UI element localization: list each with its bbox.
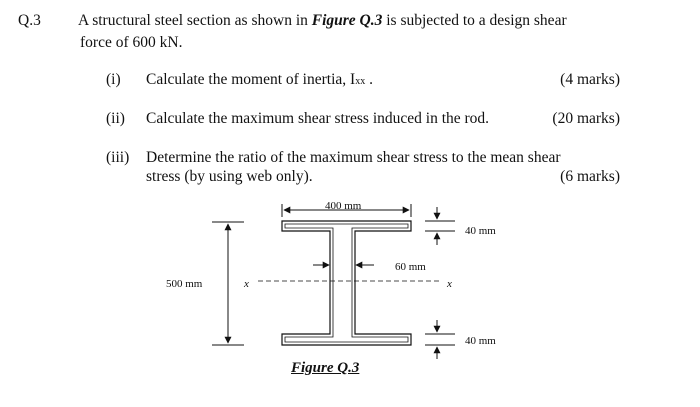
- question-number: Q.3: [18, 12, 41, 29]
- intro-figure-ref: Figure Q.3: [311, 12, 383, 29]
- part-i-text-a: Calculate the moment of inertia, I: [146, 71, 356, 88]
- part-iii-text-line1: Determine the ratio of the maximum shear stress to the mean shear: [146, 149, 561, 166]
- part-ii-number: (ii): [106, 110, 125, 127]
- axis-label-left: x: [244, 278, 249, 290]
- part-iii-marks: (6 marks): [560, 168, 620, 185]
- depth-dimension: [212, 222, 244, 345]
- part-ii-text: Calculate the maximum shear stress induced in the rod.: [146, 110, 490, 127]
- bottom-flange-label: 40 mm: [465, 335, 496, 347]
- depth-label: 500 mm: [166, 278, 203, 290]
- intro-text-b: is subjected to a design shear: [382, 12, 567, 29]
- i-section-outline: [282, 221, 411, 345]
- part-ii-marks: (20 marks): [552, 110, 620, 127]
- bottom-flange-dimension: [425, 320, 455, 359]
- intro-text-a: A structural steel section as shown in: [78, 12, 312, 29]
- part-i-marks: (4 marks): [560, 71, 620, 88]
- part-i-subscript: xx: [355, 76, 366, 87]
- flange-width-label: 400 mm: [325, 200, 362, 212]
- top-flange-dimension: [425, 207, 455, 245]
- axis-label-right: x: [447, 278, 452, 290]
- figure-caption: Figure Q.3: [291, 360, 360, 376]
- part-i-text-b: .: [365, 71, 373, 88]
- part-iii-number: (iii): [106, 149, 130, 166]
- part-iii-text-line2: stress (by using web only).: [146, 168, 313, 185]
- web-thickness-label: 60 mm: [395, 261, 426, 273]
- part-i-number: (i): [106, 71, 121, 88]
- question-intro-line2: force of 600 kN.: [80, 34, 183, 51]
- top-flange-label: 40 mm: [465, 225, 496, 237]
